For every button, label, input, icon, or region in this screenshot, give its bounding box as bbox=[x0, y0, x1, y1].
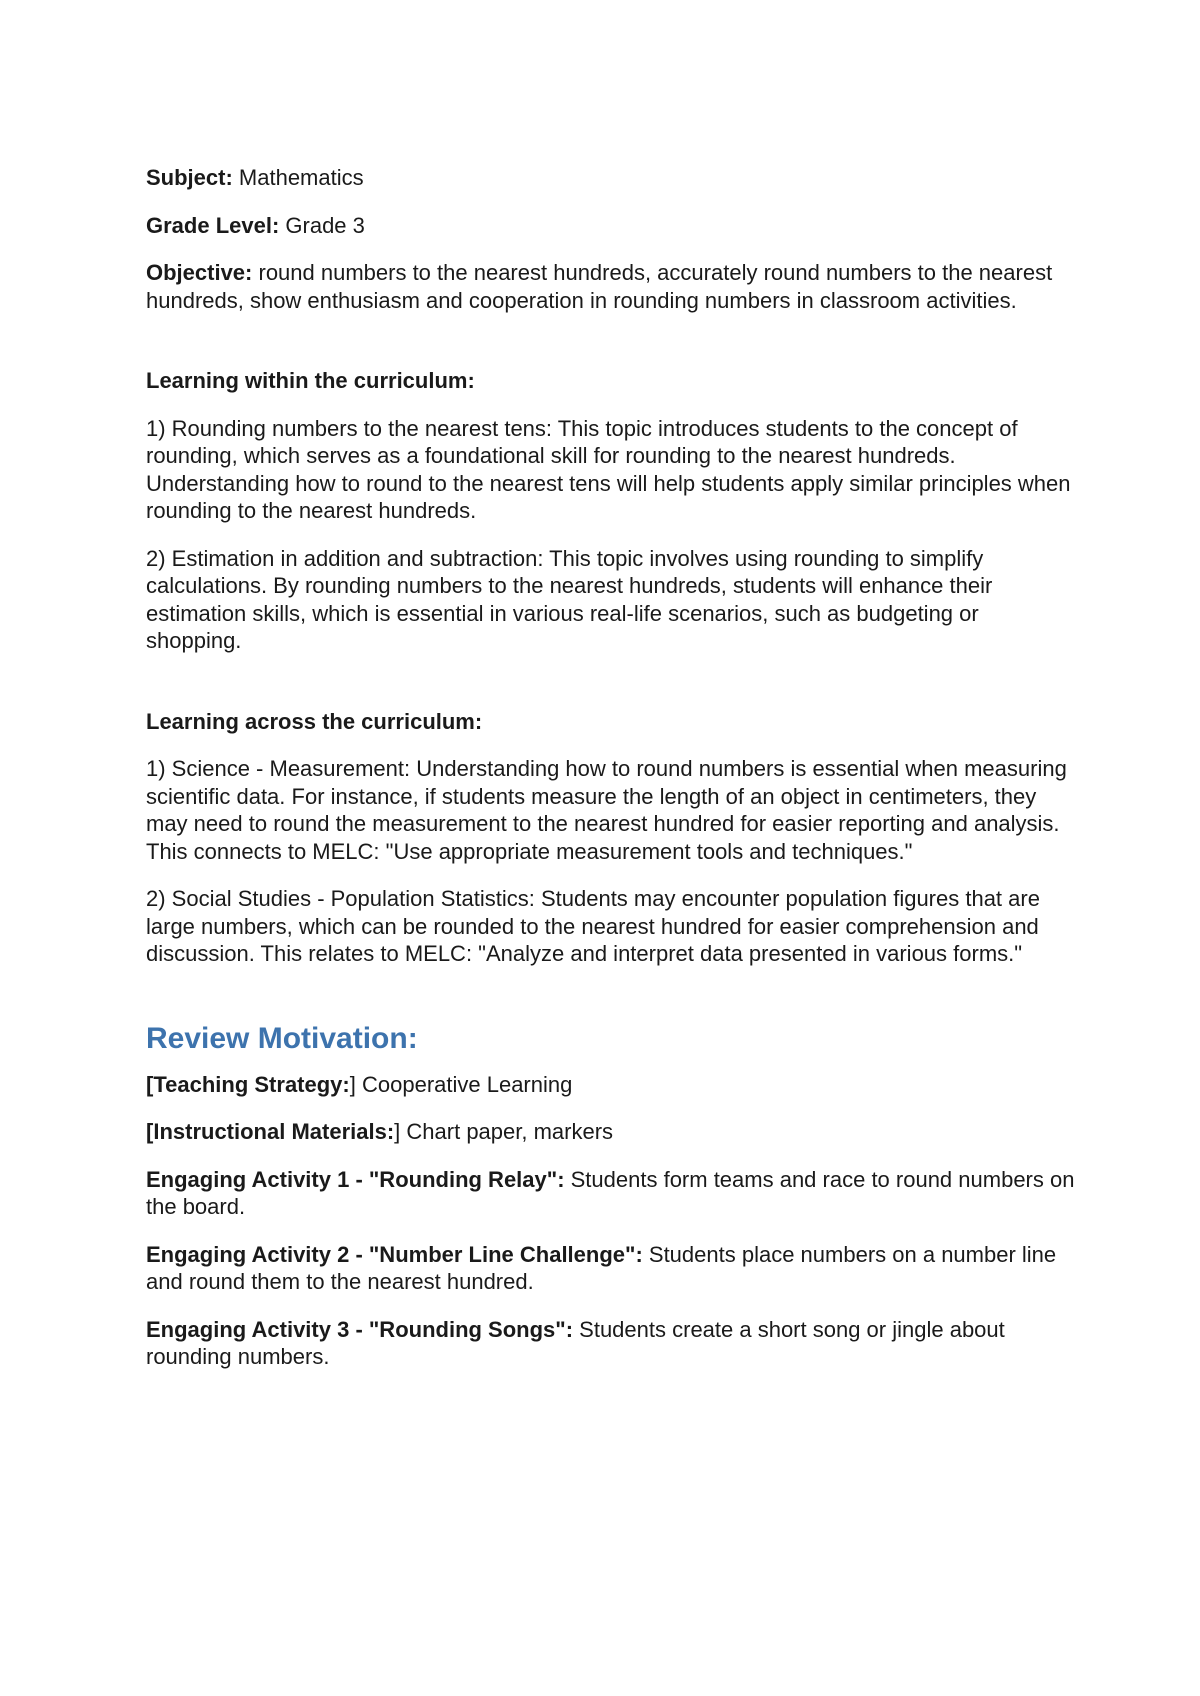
subject-label: Subject: bbox=[146, 165, 233, 190]
engaging-activity-text: Students form teams and race to round numbers on the board. bbox=[146, 1166, 1075, 1219]
objective-value: round numbers to the nearest hundreds, accurately round numbers to the nearest hundreds, show enthusiasm and cooperation in rounding numbers in classroom activities. bbox=[146, 260, 1053, 313]
spacer bbox=[146, 334, 1076, 367]
engaging-activity bbox=[146, 1241, 1076, 1296]
engaging-activity bbox=[146, 1166, 1076, 1221]
teaching-strategy-value: Cooperative Learning bbox=[355, 1071, 573, 1097]
engaging-activity-label: Engaging Activity 2 - "Number Line Challenge": bbox=[146, 1241, 643, 1267]
subject-line bbox=[146, 164, 1076, 192]
engaging-activity-text: Students create a short song or jingle about rounding numbers. bbox=[146, 1316, 1005, 1369]
instructional-materials-line bbox=[146, 1118, 1076, 1146]
engaging-activity-label: Engaging Activity 1 - "Rounding Relay": bbox=[146, 1166, 565, 1192]
across-curriculum-item: 1) Science - Measurement: Understanding how to round numbers is essential when measuring scientific data. For instance, if students measure the length of an object in centimeters, they may need to round the measurement to the nearest hundred for easier reporting and analysis. This connects to MELC: "Use appropriate measurement tools and techniques." bbox=[146, 756, 1067, 864]
teaching-strategy-line bbox=[146, 1071, 1076, 1099]
spacer bbox=[146, 675, 1076, 708]
subject-value: Mathematics bbox=[232, 165, 364, 190]
instructional-materials-value: Chart paper, markers bbox=[400, 1119, 614, 1144]
grade-level-value: Grade 3 bbox=[279, 212, 365, 238]
instructional-materials-label: Instructional Materials: bbox=[153, 1119, 395, 1144]
engaging-activity-label: Engaging Activity 3 - "Rounding Songs": bbox=[146, 1316, 574, 1342]
within-curriculum-heading bbox=[146, 367, 1076, 395]
within-curriculum-heading-text: Learning within the curriculum: bbox=[146, 368, 475, 393]
grade-level-label: Grade Level: bbox=[146, 212, 280, 238]
across-curriculum-heading-text: Learning across the curriculum: bbox=[146, 708, 483, 734]
across-curriculum-item: 2) Social Studies - Population Statistics: Students may encounter population figures that are large numbers, which can be rounded to the nearest hundred for easier comprehension and discussion. This relates to MELC: "Analyze and interpret data presented in various forms." bbox=[146, 886, 1040, 966]
engaging-activity-text: Students place numbers on a number line and round them to the nearest hundred. bbox=[146, 1241, 1057, 1294]
grade-level-line bbox=[146, 212, 1076, 240]
teaching-strategy-close-bracket: ] bbox=[349, 1071, 356, 1097]
engaging-activity bbox=[146, 1316, 1076, 1371]
spacer bbox=[146, 988, 1076, 1021]
review-motivation-heading: Review Motivation: bbox=[146, 1021, 418, 1055]
instructional-materials-close-bracket: ] bbox=[394, 1119, 401, 1144]
document-page bbox=[146, 164, 1076, 1391]
within-curriculum-item: 2) Estimation in addition and subtraction: This topic involves using rounding to simplify calculations. By rounding numbers to the nearest hundreds, students will enhance their estimation skills, which is essential in various real-life scenarios, such as budgeting or shopping. bbox=[146, 545, 993, 653]
objective-label: Objective: bbox=[146, 260, 253, 285]
teaching-strategy-open-bracket: [ bbox=[146, 1071, 154, 1097]
teaching-strategy-label: Teaching Strategy: bbox=[153, 1071, 350, 1097]
instructional-materials-open-bracket: [ bbox=[146, 1119, 154, 1144]
within-curriculum-item: 1) Rounding numbers to the nearest tens: This topic introduces students to the concept of rounding, which serves as a foundational skill for rounding to the nearest hundreds. Understanding how to round to the nearest tens will help students apply similar principles when rounding to the nearest hundreds. bbox=[146, 415, 1071, 523]
objective-paragraph bbox=[146, 259, 1076, 314]
across-curriculum-heading bbox=[146, 708, 1076, 736]
